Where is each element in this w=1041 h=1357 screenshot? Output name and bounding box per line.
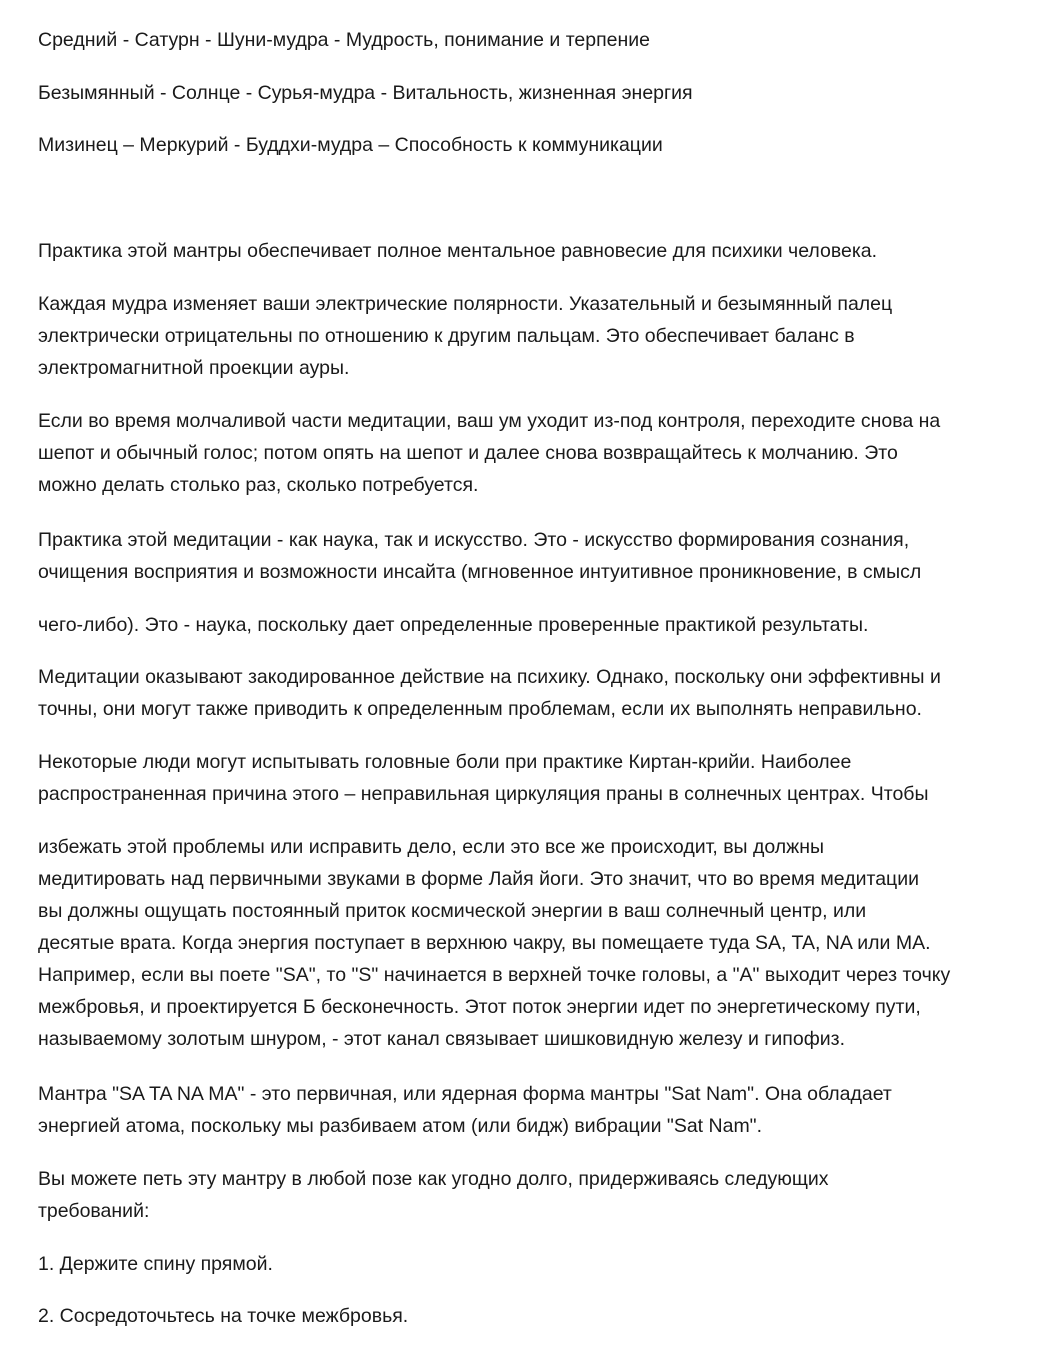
text-line: называемому золотым шнуром, - этот канал связывает шишковидную железу и гипофиз.	[38, 1028, 845, 1050]
paragraph-mantra-practice	[38, 235, 1013, 267]
paragraph-sun	[38, 77, 1013, 109]
text-line: Например, если вы поете "SA", то "S" начинается в верхней точке головы, а "A" выходит через точку	[38, 964, 951, 986]
text-line: электрически отрицательны по отношению к другим пальцам. Это обеспечивает баланс в	[38, 325, 855, 347]
text-line: Средний - Сатурн - Шуни-мудра - Мудрость, понимание и терпение	[38, 29, 651, 51]
paragraph-science-art	[38, 524, 1013, 588]
paragraph-sa-ta-na-ma	[38, 1078, 1013, 1142]
paragraph-coded-action	[38, 661, 1013, 725]
text-line: Практика этой мантры обеспечивает полное ментальное равновесие для психики человека.	[38, 240, 878, 262]
text-line: десятые врата. Когда энергия поступает в верхнюю чакру, вы помещаете туда SA, TA, NA или MA.	[38, 932, 931, 954]
text-line: медитировать над первичными звуками в форме Лайя йоги. Это значит, что во время медитации	[38, 868, 920, 890]
text-line: Каждая мудра изменяет ваши электрические полярности. Указательный и безымянный палец	[38, 293, 893, 315]
paragraph-science-art-continued	[38, 609, 1013, 641]
text-line: Мантра "SA TA NA MA" - это первичная, или ядерная форма мантры "Sat Nam". Она обладает	[38, 1083, 892, 1105]
text-line: точны, они могут также приводить к определенным проблемам, если их выполнять неправильно.	[38, 698, 922, 720]
text-line: можно делать столько раз, сколько потребуется.	[38, 474, 479, 496]
text-line: межбровья, и проектируется Б бесконечность. Этот поток энергии идет по энергетическому пути,	[38, 996, 921, 1018]
list-item-2	[38, 1300, 1013, 1332]
text-line: электромагнитной проекции ауры.	[38, 357, 350, 379]
text-line: избежать этой проблемы или исправить дело, если это все же происходит, вы должны	[38, 836, 824, 858]
paragraph-saturn	[38, 24, 1013, 56]
paragraph-laya-yoga	[38, 831, 1013, 1055]
text-line: Медитации оказывают закодированное действие на психику. Однако, поскольку они эффективны и	[38, 666, 941, 688]
text-line: шепот и обычный голос; потом опять на шепот и далее снова возвращайтесь к молчанию. Это	[38, 442, 898, 464]
text-line: Мизинец – Меркурий - Буддхи-мудра – Способность к коммуникации	[38, 134, 663, 156]
text-line: вы должны ощущать постоянный приток космической энергии в ваш солнечный центр, или	[38, 900, 867, 922]
list-item-1	[38, 1248, 1013, 1280]
text-line: чего-либо). Это - наука, поскольку дает определенные проверенные практикой результаты.	[38, 614, 869, 636]
text-line: очищения восприятия и возможности инсайта (мгновенное интуитивное проникновение, в смысл	[38, 561, 922, 583]
text-line: требований:	[38, 1200, 150, 1222]
paragraph-requirements-intro	[38, 1163, 1013, 1227]
paragraph-mudra-polarity	[38, 288, 1013, 384]
paragraph-mercury	[38, 129, 1013, 161]
text-line: распространенная причина этого – неправильная циркуляция праны в солнечных центрах. Чтобы	[38, 783, 929, 805]
text-line: Если во время молчаливой части медитации, ваш ум уходит из-под контроля, переходите снова на	[38, 410, 941, 432]
paragraph-headaches	[38, 746, 1013, 810]
text-line: Практика этой медитации - как наука, так и искусство. Это - искусство формирования сознания,	[38, 529, 910, 551]
text-line: 2. Сосредоточьтесь на точке межбровья.	[38, 1305, 409, 1327]
paragraph-silent-part	[38, 405, 1013, 501]
text-line: Вы можете петь эту мантру в любой позе как угодно долго, придерживаясь следующих	[38, 1168, 829, 1190]
text-line: 1. Держите спину прямой.	[38, 1253, 273, 1275]
text-line: Некоторые люди могут испытывать головные боли при практике Киртан-крийи. Наиболее	[38, 751, 852, 773]
text-line: энергией атома, поскольку мы разбиваем атом (или бидж) вибрации "Sat Nam".	[38, 1115, 763, 1137]
text-line: Безымянный - Солнце - Сурья-мудра - Витальность, жизненная энергия	[38, 82, 693, 104]
